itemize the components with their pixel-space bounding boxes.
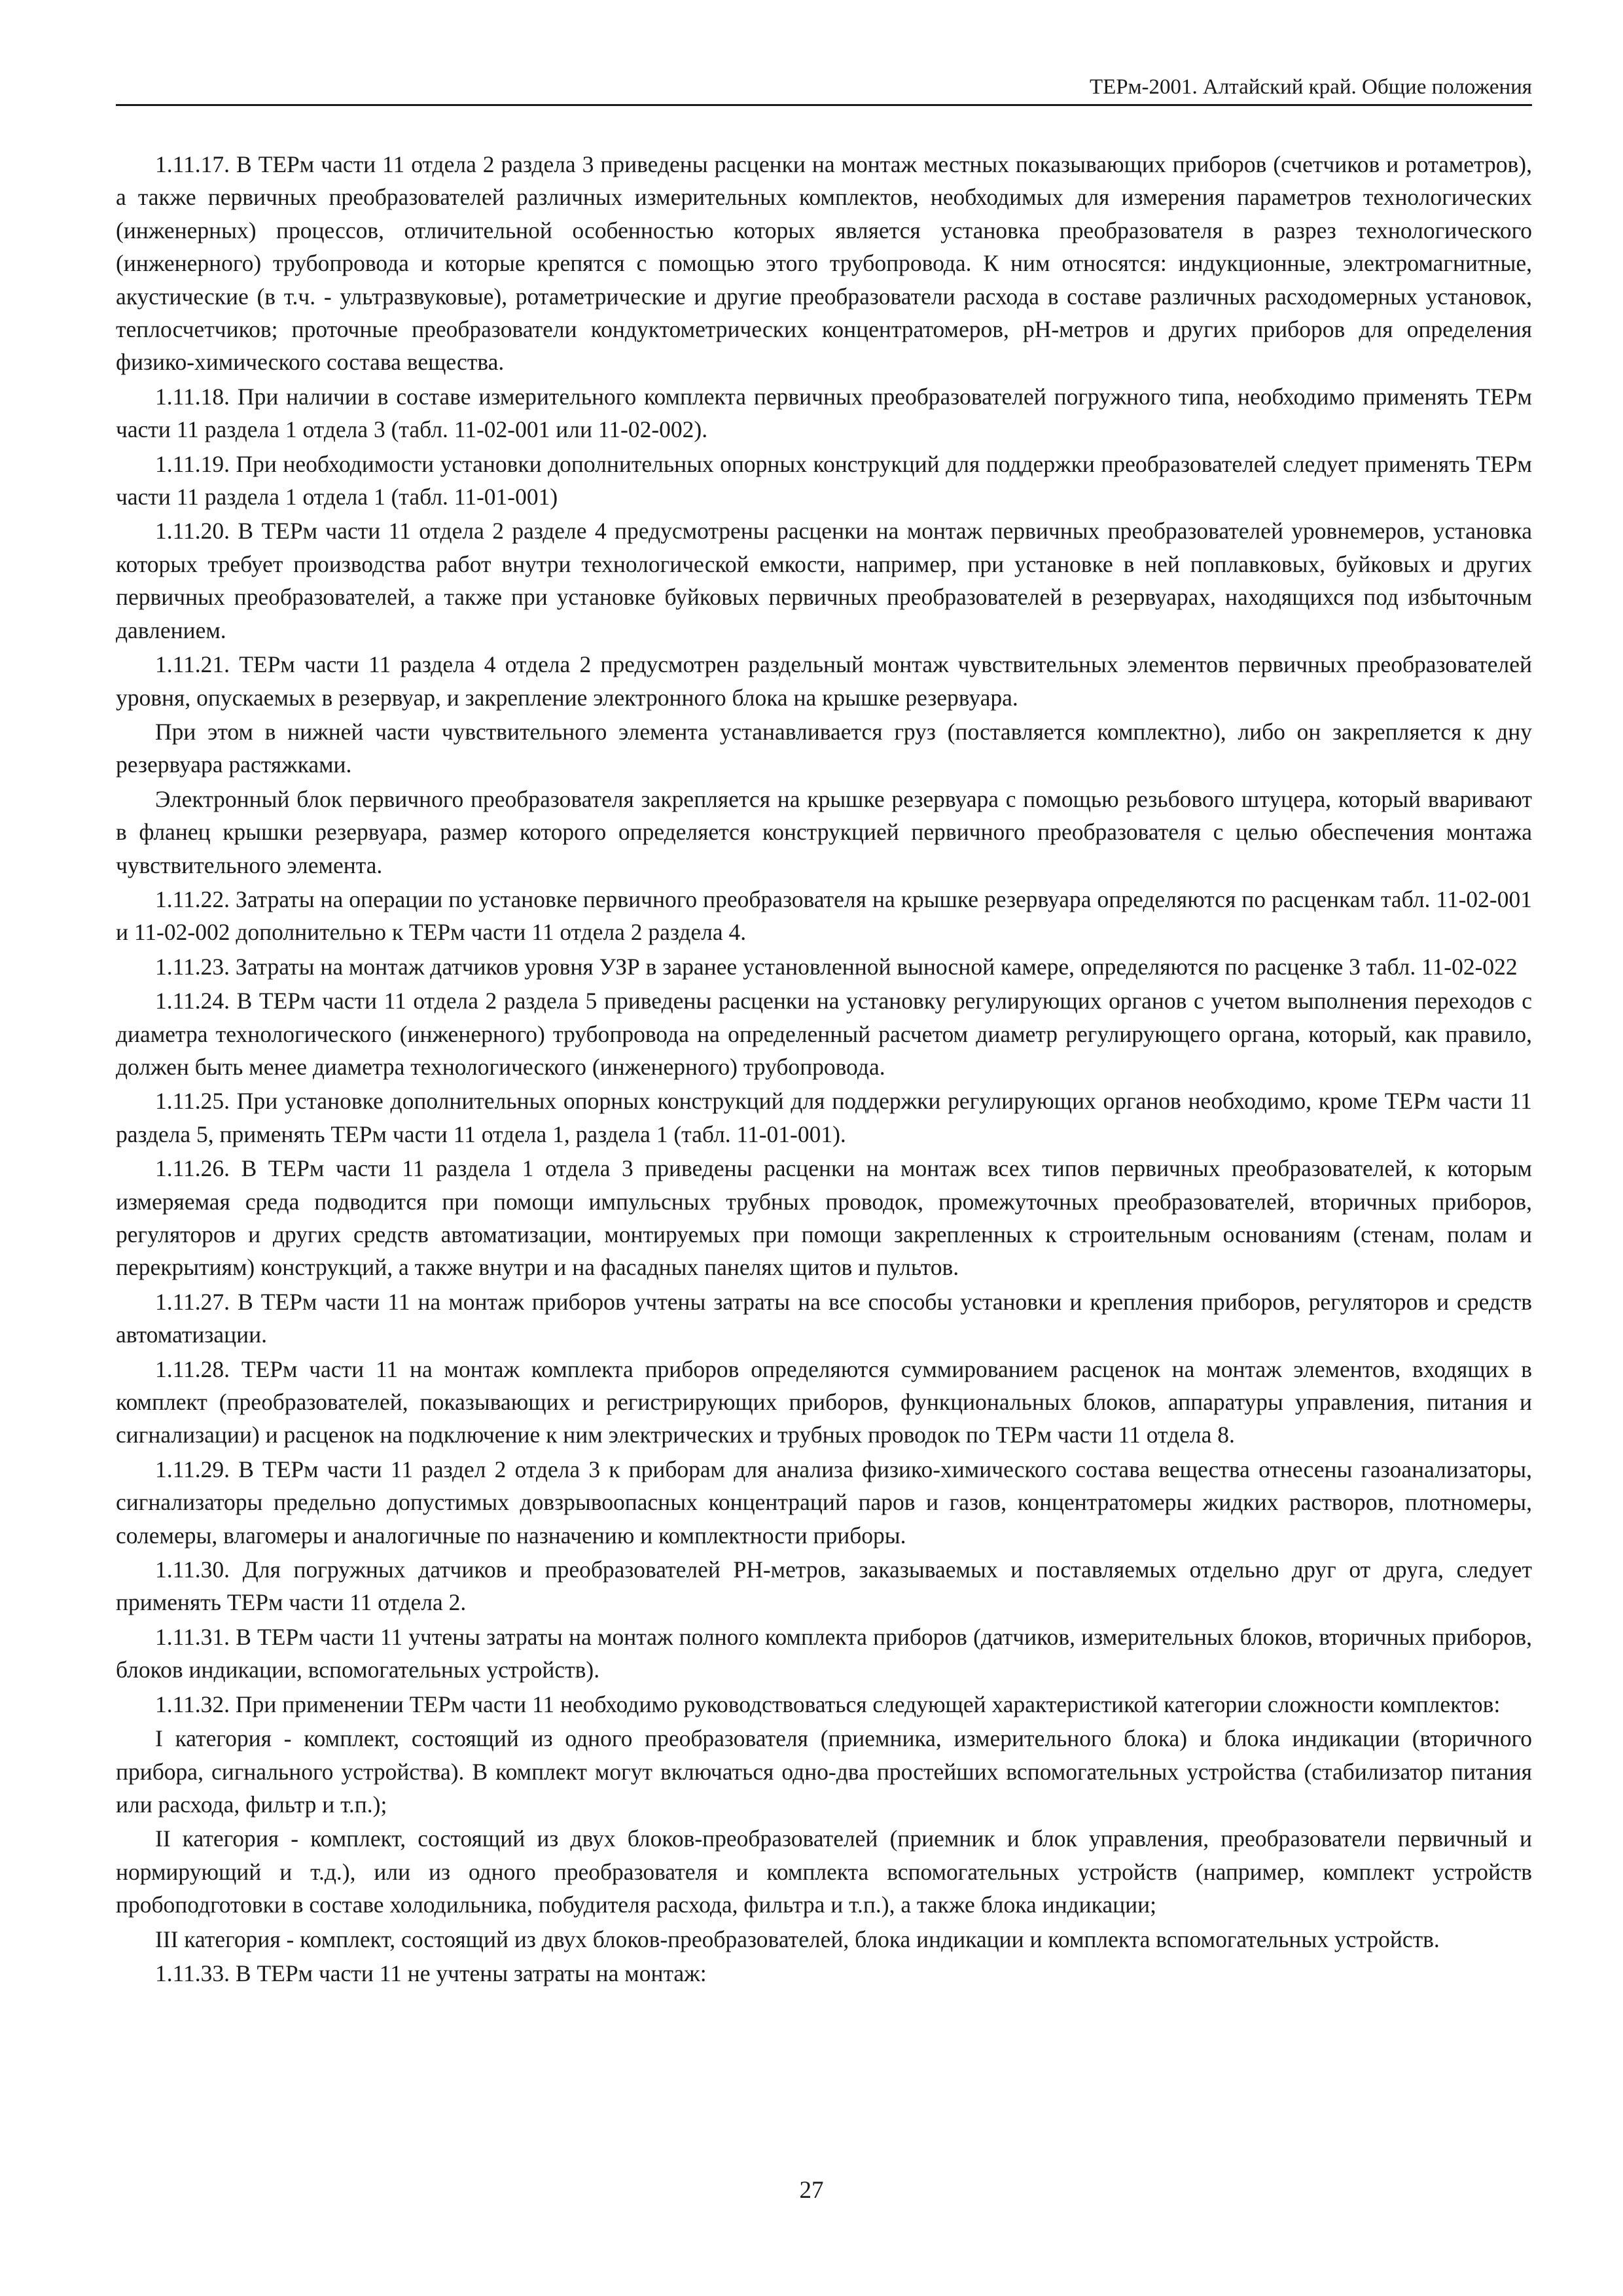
paragraph-1-11-30: 1.11.30. Для погружных датчиков и преобразователей РН-метров, заказываемых и поставляемых отдельно друг от друга, следует применять ТЕРм части 11 отдела 2.	[116, 1556, 1532, 1616]
paragraph-1-11-23: 1.11.23. Затраты на монтаж датчиков уровня УЗР в заранее установленной выносной камере, определяются по расценке 3 табл. 11-02-022	[155, 953, 1518, 980]
paragraph-1-11-26: 1.11.26. В ТЕРм части 11 раздела 1 отдела 3 приведены расценки на монтаж всех типов первичных преобразователей, к которым измеряемая среда подводится при помощи импульсных трубных проводок, промежуточных преобразователей, вторичных приборов, регуляторов и других средств автоматизации, монтируемых при помощи закрепленных к строительным основаниям (стенам, полам и перекрытиям) конструкций, а также внутри и на фасадных панелях щитов и пультов.	[116, 1155, 1532, 1281]
running-title: ТЕРм-2001. Алтайский край. Общие положения	[1089, 75, 1532, 99]
page-header	[116, 69, 1532, 106]
paragraph-1-11-27: 1.11.27. В ТЕРм части 11 на монтаж приборов учтены затраты на все способы установки и крепления приборов, регуляторов и средств автоматизации.	[116, 1288, 1532, 1348]
page-number: 27	[799, 2177, 824, 2204]
paragraph-1-11-24: 1.11.24. В ТЕРм части 11 отдела 2 раздела 5 приведены расценки на установку регулирующих органов с учетом выполнения переходов с диаметра технологического (инженерного) трубопровода на определенный расчетом диаметр регулирующего органа, который, как правило, должен быть менее диаметра технологического (инженерного) трубопровода.	[116, 988, 1532, 1080]
paragraph-1-11-33: 1.11.33. В ТЕРм части 11 не учтены затраты на монтаж:	[155, 1960, 707, 1986]
paragraph-1-11-17: 1.11.17. В ТЕРм части 11 отдела 2 раздела 3 приведены расценки на монтаж местных показывающих приборов (счетчиков и ротаметров), а также первичных преобразователей различных измерительных комплектов, необходимых для измерения параметров технологических (инженерных) процессов, отличительной особенностью которых является установка преобразователя в разрез технологического (инженерного) трубопровода и которые крепятся с помощью этого трубопровода. К ним относятся: индукционные, электромагнитные, акустические (в т.ч. - ультразвуковые), ротаметрические и другие преобразователи расхода в составе различных расходомерных установок, теплосчетчиков; проточные преобразователи кондуктометрических концентратомеров, pH-метров и других приборов для определения физико-химического состава вещества.	[116, 151, 1532, 376]
document-body	[116, 148, 1532, 1991]
paragraph-1-11-21-weight: При этом в нижней части чувствительного элемента устанавливается груз (поставляется комплектно), либо он закрепляется к дну резервуара растяжками.	[116, 718, 1532, 778]
paragraph-1-11-20: 1.11.20. В ТЕРм части 11 отдела 2 разделе 4 предусмотрены расценки на монтаж первичных преобразователей уровнемеров, установка которых требует производства работ внутри технологической емкости, например, при установке в ней поплавковых, буйковых и других первичных преобразователей, а также при установке буйковых первичных преобразователей в резервуарах, находящихся под избыточным давлением.	[116, 518, 1532, 643]
paragraph-1-11-25: 1.11.25. При установке дополнительных опорных конструкций для поддержки регулирующих органов необходимо, кроме ТЕРм части 11 раздела 5, применять ТЕРм части 11 отдела 1, раздела 1 (табл. 11-01-001).	[116, 1088, 1532, 1147]
paragraph-category-2: II категория - комплект, состоящий из двух блоков-преобразователей (приемник и блок управления, преобразователи первичный и нормирующий и т.д.), или из одного преобразователя и комплекта вспомогательных устройств (например, комплект устройств пробоподготовки в составе холодильника, побудителя расхода, фильтра и т.п.), а также блока индикации;	[116, 1825, 1532, 1918]
paragraph-1-11-18: 1.11.18. При наличии в составе измерительного комплекта первичных преобразователей погружного типа, необходимо применять ТЕРм части 11 раздела 1 отдела 3 (табл. 11-02-001 или 11-02-002).	[116, 383, 1532, 443]
paragraph-1-11-31: 1.11.31. В ТЕРм части 11 учтены затраты на монтаж полного комплекта приборов (датчиков, измерительных блоков, вторичных приборов, блоков индикации, вспомогательных устройств).	[116, 1623, 1532, 1683]
paragraph-1-11-21: 1.11.21. ТЕРм части 11 раздела 4 отдела 2 предусмотрен раздельный монтаж чувствительных элементов первичных преобразователей уровня, опускаемых в резервуар, и закрепление электронного блока на крышке резервуара.	[116, 651, 1532, 711]
paragraph-category-3: III категория - комплект, состоящий из двух блоков-преобразователей, блока индикации и комплекта вспомогательных устройств.	[155, 1926, 1440, 1952]
paragraph-1-11-22: 1.11.22. Затраты на операции по установке первичного преобразователя на крышке резервуара определяются по расценкам табл. 11-02-001 и 11-02-002 дополнительно к ТЕРм части 11 отдела 2 раздела 4.	[116, 886, 1532, 946]
paragraph-category-1: I категория - комплект, состоящий из одного преобразователя (приемника, измерительного блока) и блока индикации (вторичного прибора, сигнального устройства). В комплект могут включаться одно-два простейших вспомогательных устройства (стабилизатор питания или расхода, фильтр и т.п.);	[116, 1725, 1532, 1818]
paragraph-1-11-29: 1.11.29. В ТЕРм части 11 раздел 2 отдела 3 к приборам для анализа физико-химического состава вещества отнесены газоанализаторы, сигнализаторы предельно допустимых довзрывоопасных концентраций паров и газов, концентратомеры жидких растворов, плотномеры, солемеры, влагомеры и аналогичные по назначению и комплектности приборы.	[116, 1456, 1532, 1549]
paragraph-1-11-21-electronic-block: Электронный блок первичного преобразователя закрепляется на крышке резервуара с помощью резьбового штуцера, который вваривают в фланец крышки резервуара, размер которого определяется конструкцией первичного преобразователя с целью обеспечения монтажа чувствительного элемента.	[116, 785, 1532, 878]
paragraph-1-11-28: 1.11.28. ТЕРм части 11 на монтаж комплекта приборов определяются суммированием расценок на монтаж элементов, входящих в комплект (преобразователей, показывающих и регистрирующих приборов, функциональных блоков, аппаратуры управления, питания и сигнализации) и расценок на подключение к ним электрических и трубных проводок по ТЕРм части 11 отдела 8.	[116, 1355, 1532, 1448]
paragraph-1-11-19: 1.11.19. При необходимости установки дополнительных опорных конструкций для поддержки преобразователей следует применять ТЕРм части 11 раздела 1 отдела 1 (табл. 11-01-001)	[116, 450, 1532, 511]
paragraph-1-11-32: 1.11.32. При применении ТЕРм части 11 необходимо руководствоваться следующей характеристикой категории сложности комплектов:	[155, 1691, 1501, 1717]
